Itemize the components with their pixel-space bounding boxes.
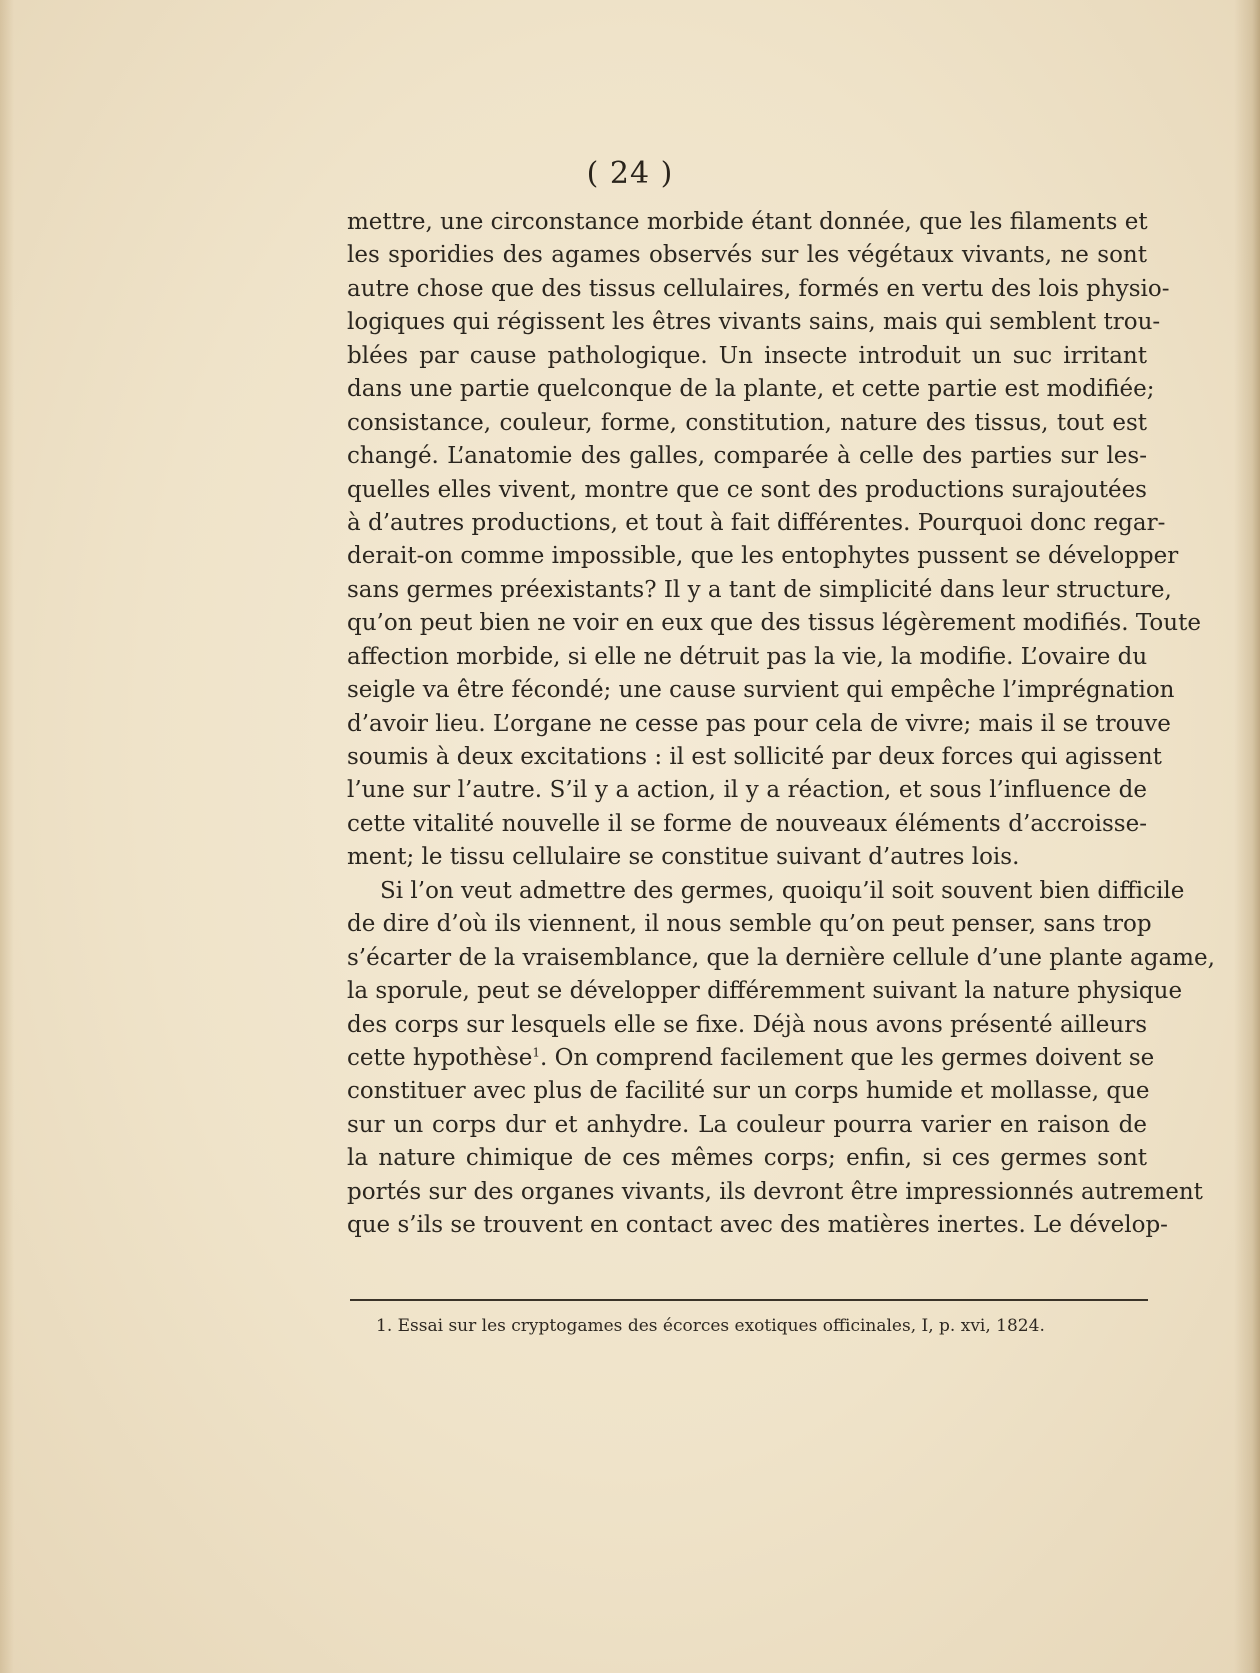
- text-line: de dire d’où ils viennent, il nous semble qu’on peut penser, sans trop: [347, 911, 1152, 938]
- text-line: dans une partie quelconque de la plante, et cette partie est modifiée;: [347, 376, 1155, 403]
- text-segment: cette hypothèse: [347, 1044, 533, 1071]
- text-line: seigle va être fécondé; une cause survient qui empêche l’imprégnation: [347, 677, 1175, 704]
- text-line: soumis à deux excitations : il est sollicité par deux forces qui agissent: [347, 744, 1162, 770]
- text-segment: . On comprend facilement que les germes doivent se: [540, 1044, 1155, 1071]
- text-line: les sporidies des agames observés sur les végétaux vivants, ne sont: [347, 242, 1147, 269]
- text-line: mettre, une circonstance morbide étant donnée, que les filaments et: [347, 209, 1148, 235]
- footnote-marker: 1: [532, 1045, 540, 1060]
- text-line: que s’ils se trouvent en contact avec des matières inertes. Le dévelop-: [347, 1212, 1168, 1239]
- text-line: d’avoir lieu. L’organe ne cesse pas pour cela de vivre; mais il se trouve: [347, 710, 1171, 737]
- text-line: la sporule, peut se développer différemment suivant la nature physique: [347, 978, 1183, 1005]
- text-line: portés sur des organes vivants, ils devront être impressionnés autrement: [347, 1178, 1203, 1205]
- text-line: à d’autres productions, et tout à fait différentes. Pourquoi donc regar-: [347, 509, 1166, 536]
- text-line: logiques qui régissent les êtres vivants sains, mais qui semblent trou-: [347, 309, 1161, 336]
- page-number: ( 24 ): [586, 156, 674, 191]
- text-line-with-footnote: [347, 1042, 1155, 1075]
- footnote: 1. Essai sur les cryptogames des écorces exotiques officinales, I, p. xvi, 1824.: [376, 1316, 1045, 1336]
- text-line: Si l’on veut admettre des germes, quoiqu’il soit souvent bien difficile: [380, 877, 1185, 904]
- text-line: sans germes préexistants? Il y a tant de simplicité dans leur structure,: [347, 576, 1172, 603]
- text-line: changé. L’anatomie des galles, comparée à celle des parties sur les-: [347, 443, 1147, 470]
- text-line: affection morbide, si elle ne détruit pas la vie, la modifie. L’ovaire du: [347, 643, 1148, 670]
- text-line: consistance, couleur, forme, constitution, nature des tissus, tout est: [347, 409, 1147, 436]
- text-line: la nature chimique de ces mêmes corps; enfin, si ces germes sont: [347, 1145, 1147, 1172]
- text-line: qu’on peut bien ne voir en eux que des tissus légèrement modifiés. Toute: [347, 610, 1201, 637]
- page-left-edge-shadow: [0, 0, 14, 1673]
- text-line: l’une sur l’autre. S’il y a action, il y a réaction, et sous l’influence de: [347, 777, 1147, 804]
- text-line: s’écarter de la vraisemblance, que la dernière cellule d’une plante agame,: [347, 944, 1215, 971]
- text-line: blées par cause pathologique. Un insecte introduit un suc irritant: [347, 342, 1147, 369]
- text-line: ment; le tissu cellulaire se constitue suivant d’autres lois.: [347, 844, 1020, 871]
- text-line: des corps sur lesquels elle se fixe. Déjà nous avons présenté ailleurs: [347, 1011, 1147, 1038]
- text-line: cette vitalité nouvelle il se forme de nouveaux éléments d’accroisse-: [347, 810, 1147, 837]
- page-right-edge-shadow: [1234, 0, 1260, 1673]
- footnote-divider: [350, 1299, 1148, 1301]
- text-line: sur un corps dur et anhydre. La couleur pourra varier en raison de: [347, 1111, 1147, 1138]
- text-line: autre chose que des tissus cellulaires, formés en vertu des lois physio-: [347, 275, 1170, 302]
- text-line: quelles elles vivent, montre que ce sont des productions surajoutées: [347, 476, 1147, 503]
- text-line: constituer avec plus de facilité sur un corps humide et mollasse, que: [347, 1078, 1150, 1105]
- text-line: derait-on comme impossible, que les entophytes pussent se développer: [347, 543, 1179, 570]
- main-text: [347, 206, 1215, 1243]
